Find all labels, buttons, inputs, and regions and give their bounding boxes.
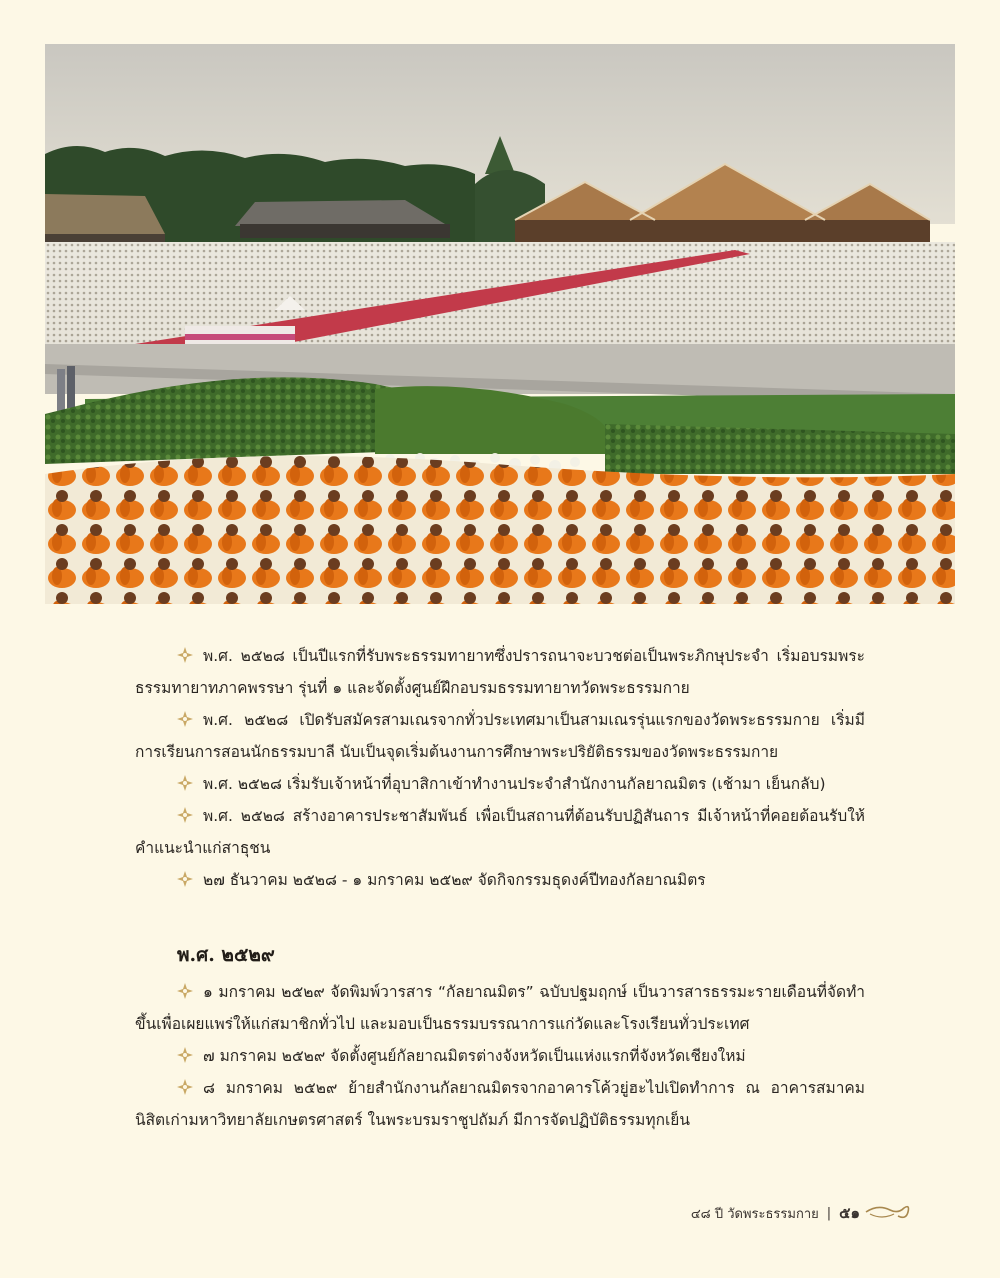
timeline-entry xyxy=(135,1072,865,1136)
book-title: ๔๘ ปี วัดพระธรรมกาย xyxy=(690,1206,819,1222)
entry-text: พ.ศ. ๒๕๒๘ เปิดรับสมัครสามเณรจากทั่วประเทศมาเป็นสามเณรรุ่นแรกของวัดพระธรรมกาย เริ่มมีการเรียนการสอนนักธรรมบาลี นับเป็นจุดเริ่มต้นงานการศึกษาพระปริยัติธรรมของวัดพระธรรมกาย xyxy=(135,711,865,761)
page-number: ๕๑ xyxy=(839,1204,860,1222)
entry-text: ๑ มกราคม ๒๕๒๙ จัดพิมพ์วารสาร “กัลยาณมิตร” ฉบับปฐมฤกษ์ เป็นวารสารธรรมะรายเดือนที่จัดทำขึ้นเพื่อเผยแพร่ให้แก่สมาชิกทั่วไป และมอบเป็นธรรมบรรณาการแก่วัดและโรงเรียนทั่วประเทศ xyxy=(135,983,865,1033)
diamond-bullet-icon xyxy=(177,871,193,887)
ceremony-photo xyxy=(45,44,955,604)
timeline-entry xyxy=(135,800,865,864)
swirl-ornament-icon xyxy=(864,1200,912,1224)
timeline-entry xyxy=(135,704,865,768)
diamond-bullet-icon xyxy=(177,807,193,823)
timeline-entry xyxy=(135,976,865,1040)
year-heading: พ.ศ. ๒๕๒๙ xyxy=(177,944,275,966)
timeline-entry xyxy=(135,864,865,896)
entries-2528 xyxy=(135,640,865,896)
entry-text: พ.ศ. ๒๕๒๘ เป็นปีแรกที่รับพระธรรมทายาทซึ่งปรารถนาจะบวชต่อเป็นพระภิกษุประจำ เริ่มอบรมพระธรรมทายาทภาคพรรษา รุ่นที่ ๑ และจัดตั้งศูนย์ฝึกอบรมธรรมทายาทวัดพระธรรมกาย xyxy=(135,647,865,697)
diamond-bullet-icon xyxy=(177,1047,193,1063)
footer-separator: | xyxy=(826,1205,832,1221)
timeline-content xyxy=(135,640,865,1136)
timeline-entry xyxy=(135,640,865,704)
diamond-bullet-icon xyxy=(177,775,193,791)
entry-text: พ.ศ. ๒๕๒๘ สร้างอาคารประชาสัมพันธ์ เพื่อเป็นสถานที่ต้อนรับปฏิสันถาร มีเจ้าหน้าที่คอยต้อนรับให้คำแนะนำแก่สาธุชน xyxy=(135,807,865,857)
page-footer xyxy=(691,1198,860,1228)
diamond-bullet-icon xyxy=(177,711,193,727)
entry-text: ๒๗ ธันวาคม ๒๕๒๘ - ๑ มกราคม ๒๕๒๙ จัดกิจกรรมธุดงค์ปีทองกัลยาณมิตร xyxy=(203,871,706,889)
timeline-entry xyxy=(135,768,865,800)
entry-text: ๘ มกราคม ๒๕๒๙ ย้ายสำนักงานกัลยาณมิตรจากอาคารโค้วยู่ฮะไปเปิดทำการ ณ อาคารสมาคมนิสิตเก่ามหาวิทยาลัยเกษตรศาสตร์ ในพระบรมราชูปถัมภ์ มีการจัดปฏิบัติธรรมทุกเย็น xyxy=(135,1079,865,1129)
entries-2529 xyxy=(135,976,865,1136)
diamond-bullet-icon xyxy=(177,983,193,999)
entry-text: ๗ มกราคม ๒๕๒๙ จัดตั้งศูนย์กัลยาณมิตรต่างจังหวัดเป็นแห่งแรกที่จังหวัดเชียงใหม่ xyxy=(203,1047,746,1065)
timeline-entry xyxy=(135,1040,865,1072)
diamond-bullet-icon xyxy=(177,647,193,663)
diamond-bullet-icon xyxy=(177,1079,193,1095)
entry-text: พ.ศ. ๒๕๒๘ เริ่มรับเจ้าหน้าที่อุบาสิกาเข้าทำงานประจำสำนักงานกัลยาณมิตร (เช้ามา เย็นกลับ) xyxy=(203,775,826,793)
